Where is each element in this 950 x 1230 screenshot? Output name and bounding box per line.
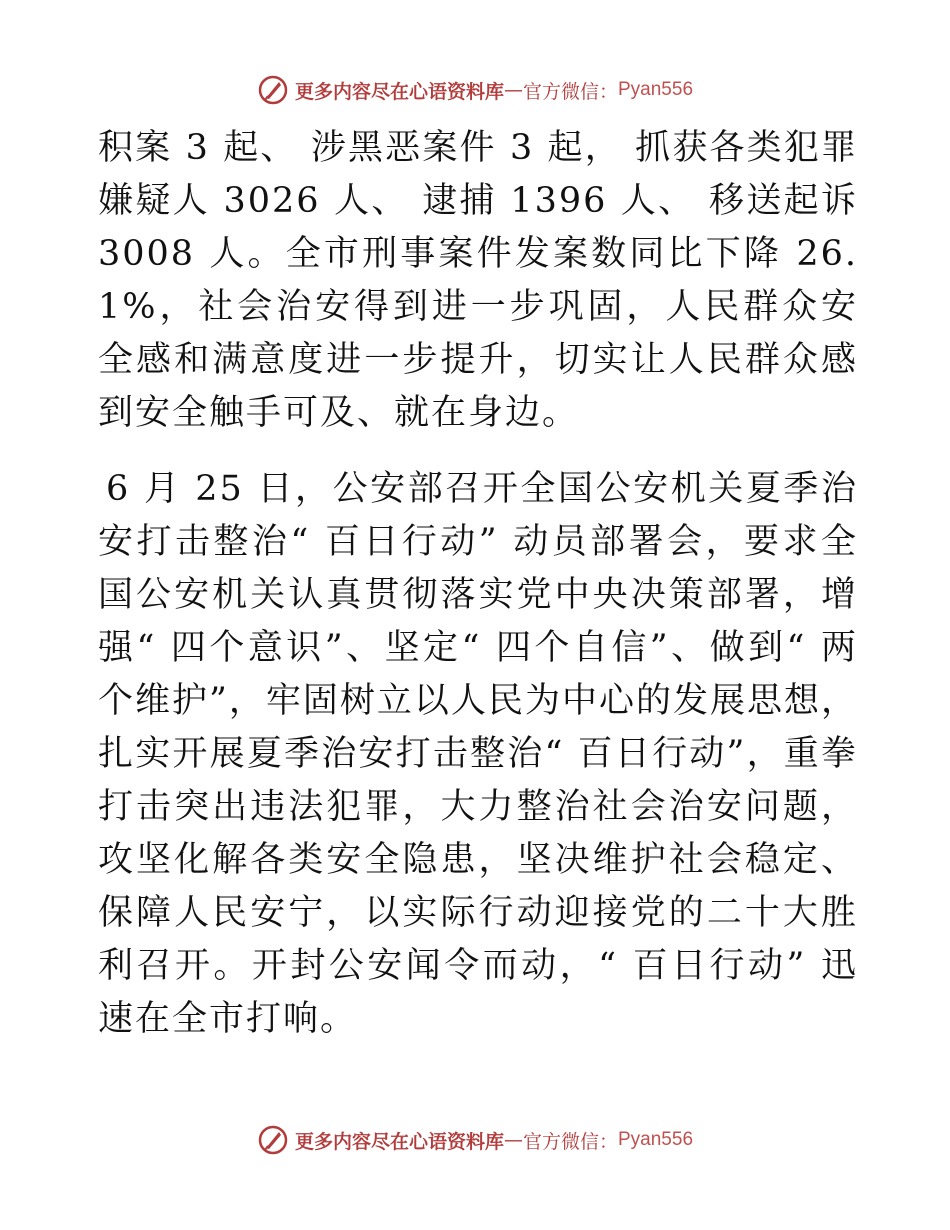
watermark-dash: — xyxy=(503,79,523,101)
watermark-sub-text: 官方微信： xyxy=(522,1130,618,1153)
footer-watermark xyxy=(0,1122,950,1158)
watermark-main-text: 更多内容尽在心语资料库 xyxy=(294,80,504,103)
watermark-main-text: 更多内容尽在心语资料库 xyxy=(294,1130,504,1153)
feather-pen-logo-icon xyxy=(257,1124,289,1156)
header-watermark xyxy=(0,72,950,108)
document-body xyxy=(98,122,858,1046)
watermark-dash: — xyxy=(503,1129,523,1151)
feather-pen-logo-icon xyxy=(257,74,289,106)
watermark-wechat-id: Pyan556 xyxy=(618,1129,694,1150)
watermark-wechat-id: Pyan556 xyxy=(618,79,694,100)
paragraph-2: 6 月 25 日，公安部召开全国公安机关夏季治安打击整治“ 百日行动” 动员部署会，要求全国公安机关认真贯彻落实党中央决策部署，增强“ 四个意识”、坚定“ 四个自信”、做到“ 两个维护”，牢固树立以人民为中心的发展思想，扎实开展夏季治安打击整治“ 百日行动”，重拳打击突出违法犯罪，大力整治社会治安问题，攻坚化解各类安全隐患，坚决维护社会稳定、保障人民安宁，以实际行动迎接党的二十大胜利召开。开封公安闻令而动，“ 百日行动” 迅速在全市打响。 xyxy=(98,469,858,1039)
watermark-sub-text: 官方微信： xyxy=(522,80,618,103)
paragraph-1: 积案 3 起、 涉黑恶案件 3 起， 抓获各类犯罪嫌疑人 3026 人、 逮捕 1396 人、 移送起诉 3008 人。全市刑事案件发案数同比下降 26.1%，社会治安得到进一步巩固，人民群众安全感和满意度进一步提升，切实让人民群众感到安全触手可及、就在身边。 xyxy=(98,128,858,433)
